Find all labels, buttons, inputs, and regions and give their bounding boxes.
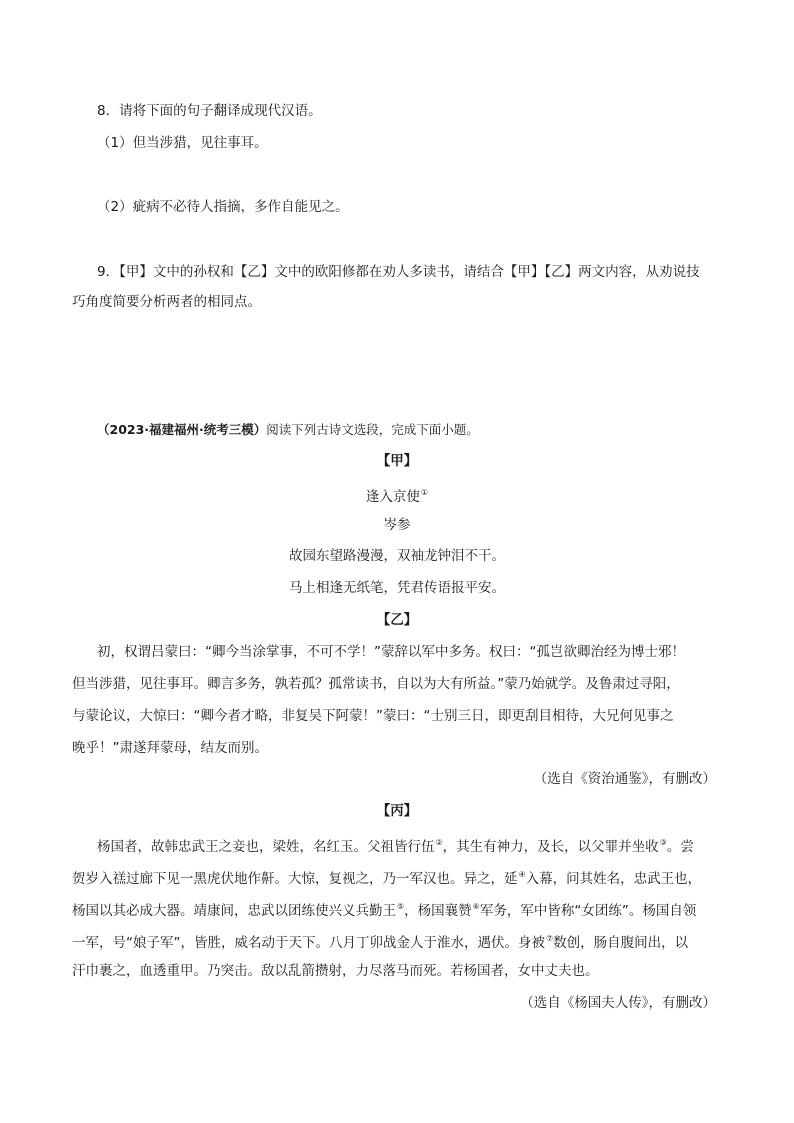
footnote-marker: ⑤ xyxy=(397,902,405,911)
yi-paragraph-line: 与蒙论议，大惊曰：“卿今者才略，非复吴下阿蒙！”蒙曰：“士别三日，即更刮目相待，大兄何见事之 xyxy=(72,708,674,724)
yi-paragraph-line: 晚乎！”肃遂拜蒙母，结友而别。 xyxy=(72,740,268,756)
bing-paragraph-line: 杨国以其必成大器。靖康间，忠武以团练使兴义兵勤王⑤，杨国襄赞⑥军务，军中皆称“女团练”。杨国自领 xyxy=(72,902,697,919)
yi-paragraph-line: 但当涉猎，见往事耳。卿言多务，孰若孤？孤常读书，自以为大有所益。”蒙乃始就学。及鲁肃过寻阳， xyxy=(72,676,680,692)
bing-source: （选自《杨国夫人传》，有删改） xyxy=(520,995,716,1011)
poem-verse-2: 马上相逢无纸笔，凭君传语报平安。 xyxy=(289,580,505,596)
jia-label: 【甲】 xyxy=(376,453,418,469)
poem-author: 岑参 xyxy=(383,517,411,533)
section-instruction: 阅读下列古诗文选段，完成下面小题。 xyxy=(266,422,479,437)
footnote-marker: ④ xyxy=(518,870,526,879)
yi-paragraph-line: 初，权谓吕蒙曰：“卿今当涂掌事，不可不学！”蒙辞以军中多务。权曰：“孤岂欲卿治经为博士邪！ xyxy=(97,644,685,660)
bing-paragraph-line: 汗巾裹之，血透重甲。乃突击。敌以乱箭攒射，力尽落马而死。若杨国者，女中丈夫也。 xyxy=(72,963,599,979)
footnote-marker: ① xyxy=(420,488,429,497)
footnote-marker: ② xyxy=(435,838,443,847)
q8-item-1: （1）但当涉猎，见往事耳。 xyxy=(97,135,268,151)
footnote-marker: ⑦ xyxy=(546,934,554,943)
q9-text-line-1: 9．【甲】文中的孙权和【乙】文中的欧阳修都在劝人多读书，请结合【甲】【乙】两文内容，从劝说技 xyxy=(97,264,700,280)
q9-text-line-2: 巧角度简要分析两者的相同点。 xyxy=(72,294,261,310)
footnote-marker: ⑥ xyxy=(472,902,480,911)
poem-title: 逢入京使① xyxy=(365,488,429,505)
bing-paragraph-line: 贺岁入禚过廊下见一黑虎伏地作鼾。大惊，复视之，乃一军汉也。异之，延④入幕，问其姓名，忠武王也， xyxy=(72,870,702,887)
poem-verse-1: 故园东望路漫漫，双袖龙钟泪不干。 xyxy=(289,548,505,564)
bing-paragraph-line: 一军，号“娘子军”，皆胜，威名动于天下。八月丁卯战金人于淮水，遇伏。身被⑦数创，肠自腹间出，以 xyxy=(72,934,689,951)
q8-item-2: （2）疵病不必待人指摘，多作自能见之。 xyxy=(97,199,349,215)
section-header xyxy=(97,420,479,440)
bing-paragraph-line: 杨国者，故韩忠武王之妾也，梁姓，名红玉。父祖皆行伍②，其生有神力，及长，以父罪并坐收③。尝 xyxy=(97,838,694,855)
bing-label: 【丙】 xyxy=(376,803,418,819)
source-tag: （2023·福建福州·统考三模） xyxy=(97,422,267,437)
q8-prompt: 8．请将下面的句子翻译成现代汉语。 xyxy=(97,103,322,119)
footnote-marker: ③ xyxy=(659,838,667,847)
yi-source: （选自《资治通鉴》，有删改） xyxy=(533,771,716,787)
yi-label: 【乙】 xyxy=(376,612,418,628)
